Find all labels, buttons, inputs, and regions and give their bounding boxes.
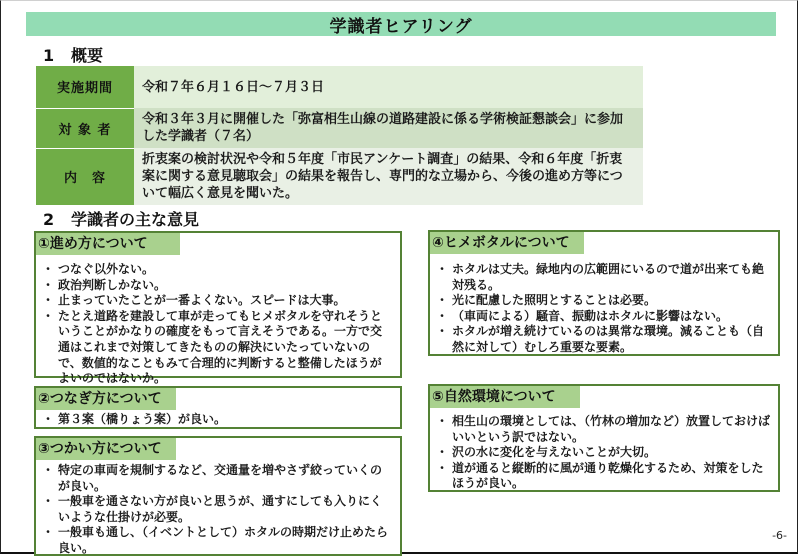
table-row	[36, 148, 643, 205]
list-item: ・ 第３案（橋りょう案）が良い。	[46, 412, 392, 428]
list-item: ・ ホタルが増え続けているのは異常な環境。減ることも（自然に対して）むしろ重要な要素。	[440, 324, 770, 355]
opinion-list	[36, 463, 400, 557]
list-item: ・ （車両による）騒音、振動はホタルに影響はない。	[440, 309, 770, 325]
section-title: 学識者の主な意見	[71, 210, 200, 229]
box-title: ②つなぎ方について	[36, 388, 176, 410]
row-label: 実施期間	[36, 66, 134, 108]
table-row	[36, 108, 643, 148]
overview-table	[36, 66, 643, 206]
page-title: 学識者ヒアリング	[26, 12, 776, 36]
opinion-box-usage	[34, 436, 402, 556]
table-row	[36, 66, 643, 108]
opinion-list	[36, 262, 400, 387]
section-number: 1	[43, 46, 55, 65]
list-item: ・ 沢の水に変化を与えないことが大切。	[440, 445, 770, 461]
opinion-list	[36, 412, 400, 428]
opinion-box-connection	[34, 386, 402, 429]
list-item: ・ 道が通ると縦断的に風が通り乾燥化するため、対策をしたほうが良い。	[440, 461, 770, 492]
row-value: 令和７年６月１６日～７月３日	[134, 66, 643, 108]
list-item: ・ 政治判断しかない。	[46, 278, 392, 294]
list-item: ・ 止まっていたことが一番よくない。スピードは大事。	[46, 293, 392, 309]
list-item: ・ 一般車を通さない方が良いと思うが、通すにしても入りにくいような仕掛けが必要。	[46, 494, 392, 525]
row-label: 内 容	[36, 148, 134, 205]
section-1-heading	[43, 43, 103, 66]
list-item: ・ 一般車も通し、（イベントとして）ホタルの時期だけ止めたら良い。	[46, 525, 392, 556]
box-title: ⑤自然環境について	[430, 386, 580, 408]
opinion-box-environment	[428, 384, 780, 492]
row-value: 折衷案の検討状況や令和５年度「市民アンケート調査」の結果、令和６年度「折衷案に関する意見聴取会」の結果を報告し、専門的な立場から、今後の進め方等について幅広く意見を聞いた。	[134, 148, 643, 205]
section-number: 2	[43, 210, 55, 229]
opinion-box-progress	[34, 231, 402, 386]
list-item: ・ つなぐ以外ない。	[46, 262, 392, 278]
section-title: 概要	[71, 46, 104, 65]
list-item: ・ ホタルは丈夫。緑地内の広範囲にいるので道が出来ても絶対残る。	[440, 262, 770, 293]
row-label: 対 象 者	[36, 108, 134, 148]
opinion-box-firefly	[428, 230, 780, 356]
section-2-heading	[43, 207, 199, 230]
list-item: ・ 相生山の環境としては、（竹林の増加など）放置しておけばいいという訳ではない。	[440, 414, 770, 445]
list-item: ・ たとえ道路を建設して車が走ってもヒメボタルを守れそうということがかなりの確度をもって言えそうである。一方で交通はこれまで対策してきたものの解決にいたっていないので、数値的なこともみて合理的に判断すると整備したほうがよいのではないか。	[46, 309, 392, 387]
box-title: ①進め方について	[36, 233, 180, 255]
page-number: -6-	[772, 529, 787, 542]
opinion-list	[430, 262, 778, 356]
list-item: ・ 光に配慮した照明とすることは必要。	[440, 293, 770, 309]
list-item: ・ 特定の車両を規制するなど、交通量を増やさず絞っていくのが良い。	[46, 463, 392, 494]
box-title: ④ヒメボタルについて	[430, 232, 584, 254]
opinion-list	[430, 414, 778, 492]
row-value: 令和３年３月に開催した「弥富相生山線の道路建設に係る学術検証懇談会」に参加した学識者（７名）	[134, 108, 643, 148]
box-title: ③つかい方について	[36, 438, 176, 460]
